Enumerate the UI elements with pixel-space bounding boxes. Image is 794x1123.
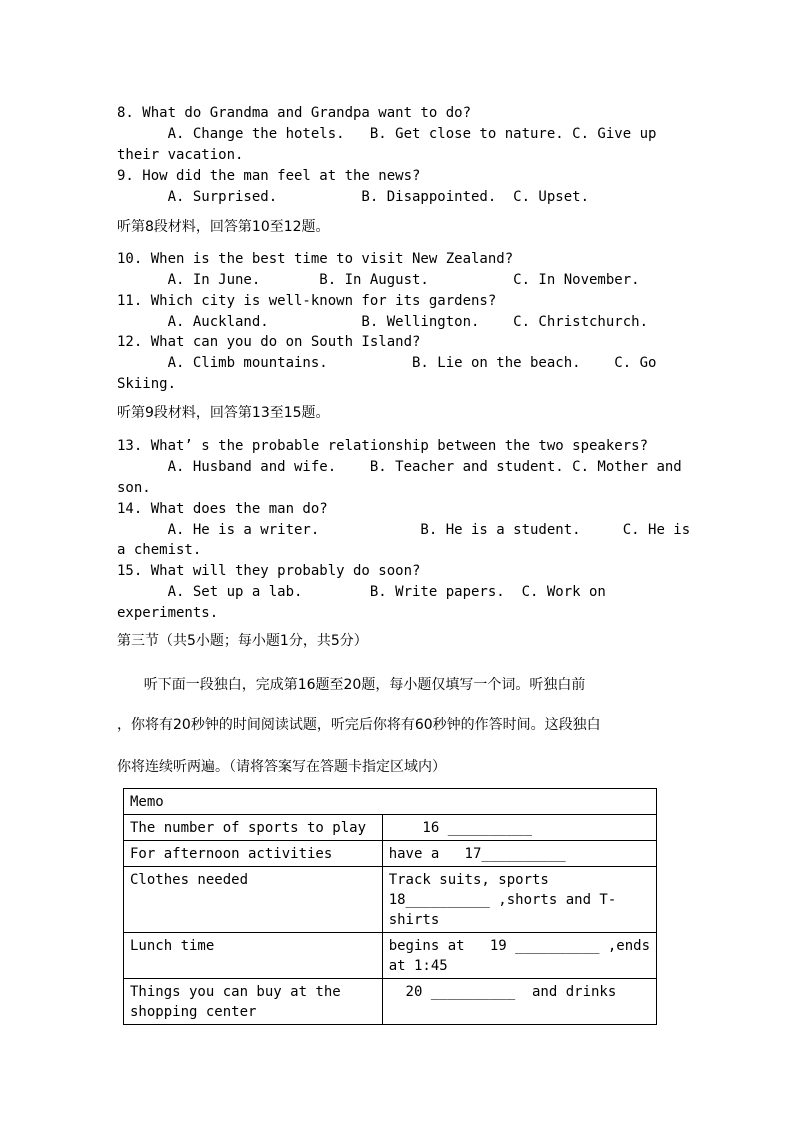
q15-stem: 15. What will they probably do soon? (117, 563, 421, 579)
q8-options: A. Change the hotels. B. Get close to nature. C. Give up (117, 126, 657, 142)
part3-instruction-line1: 听下面一段独白，完成第16题至20题，每小题仅填写一个词。听独白前 (117, 677, 586, 693)
q9-stem: 9. How did the man feel at the news? (117, 168, 421, 184)
table-row (124, 815, 657, 841)
table-row (124, 841, 657, 867)
memo-answer-18[interactable]: Track suits, sports 18__________ ,shorts and T- shirts (382, 867, 656, 933)
memo-table (123, 788, 657, 1025)
q14-stem: 14. What does the man do? (117, 501, 328, 517)
q11-options: A. Auckland. B. Wellington. C. Christchurch. (117, 314, 649, 330)
q12-stem: 12. What can you do on South Island? (117, 334, 421, 350)
q10-stem: 10. When is the best time to visit New Zealand? (117, 251, 514, 267)
q8-options-cont: their vacation. (117, 147, 244, 163)
memo-label: The number of sports to play (124, 815, 383, 841)
q14-options-cont: a chemist. (117, 542, 202, 558)
memo-answer-20[interactable]: 20 __________ and drinks (382, 979, 656, 1025)
memo-answer-19[interactable]: begins at 19 __________ ,ends at 1:45 (382, 933, 656, 979)
q11-stem: 11. Which city is well-known for its gardens? (117, 293, 497, 309)
part3-heading: 第三节（共5小题；每小题1分，共5分） (117, 633, 368, 649)
memo-label: For afternoon activities (124, 841, 383, 867)
q13-options: A. Husband and wife. B. Teacher and student. C. Mother and (117, 459, 682, 475)
part3-instruction-line3: 你将连续听两遍。（请将答案写在答题卡指定区域内） (117, 759, 446, 775)
q14-options: A. He is a writer. B. He is a student. C. He is (117, 522, 691, 538)
q8-stem: 8. What do Grandma and Grandpa want to do? (117, 105, 472, 121)
q15-options: A. Set up a lab. B. Write papers. C. Work on (117, 584, 606, 600)
q15-options-cont: experiments. (117, 605, 219, 621)
q12-options-cont: Skiing. (117, 376, 177, 392)
memo-answer-17[interactable]: have a 17__________ (382, 841, 656, 867)
memo-label: Things you can buy at the shopping center (124, 979, 383, 1025)
memo-title: Memo (124, 789, 657, 815)
memo-label: Lunch time (124, 933, 383, 979)
q10-options: A. In June. B. In August. C. In November. (117, 272, 640, 288)
table-row (124, 933, 657, 979)
table-row (124, 979, 657, 1025)
q13-stem: 13. What’ s the probable relationship between the two speakers? (117, 438, 649, 454)
part3-instruction-line2: ，你将有20秒钟的时间阅读试题，听完后你将有60秒钟的作答时间。这段独白 (117, 717, 601, 733)
memo-label: Clothes needed (124, 867, 383, 933)
table-row (124, 867, 657, 933)
q13-options-cont: son. (117, 480, 151, 496)
memo-answer-16[interactable]: 16 __________ (382, 815, 656, 841)
q9-options: A. Surprised. B. Disappointed. C. Upset. (117, 189, 590, 205)
q12-options: A. Climb mountains. B. Lie on the beach. C. Go (117, 355, 657, 371)
section9-instruction: 听第9段材料，回答第13至15题。 (117, 405, 330, 421)
section8-instruction: 听第8段材料，回答第10至12题。 (117, 219, 330, 235)
